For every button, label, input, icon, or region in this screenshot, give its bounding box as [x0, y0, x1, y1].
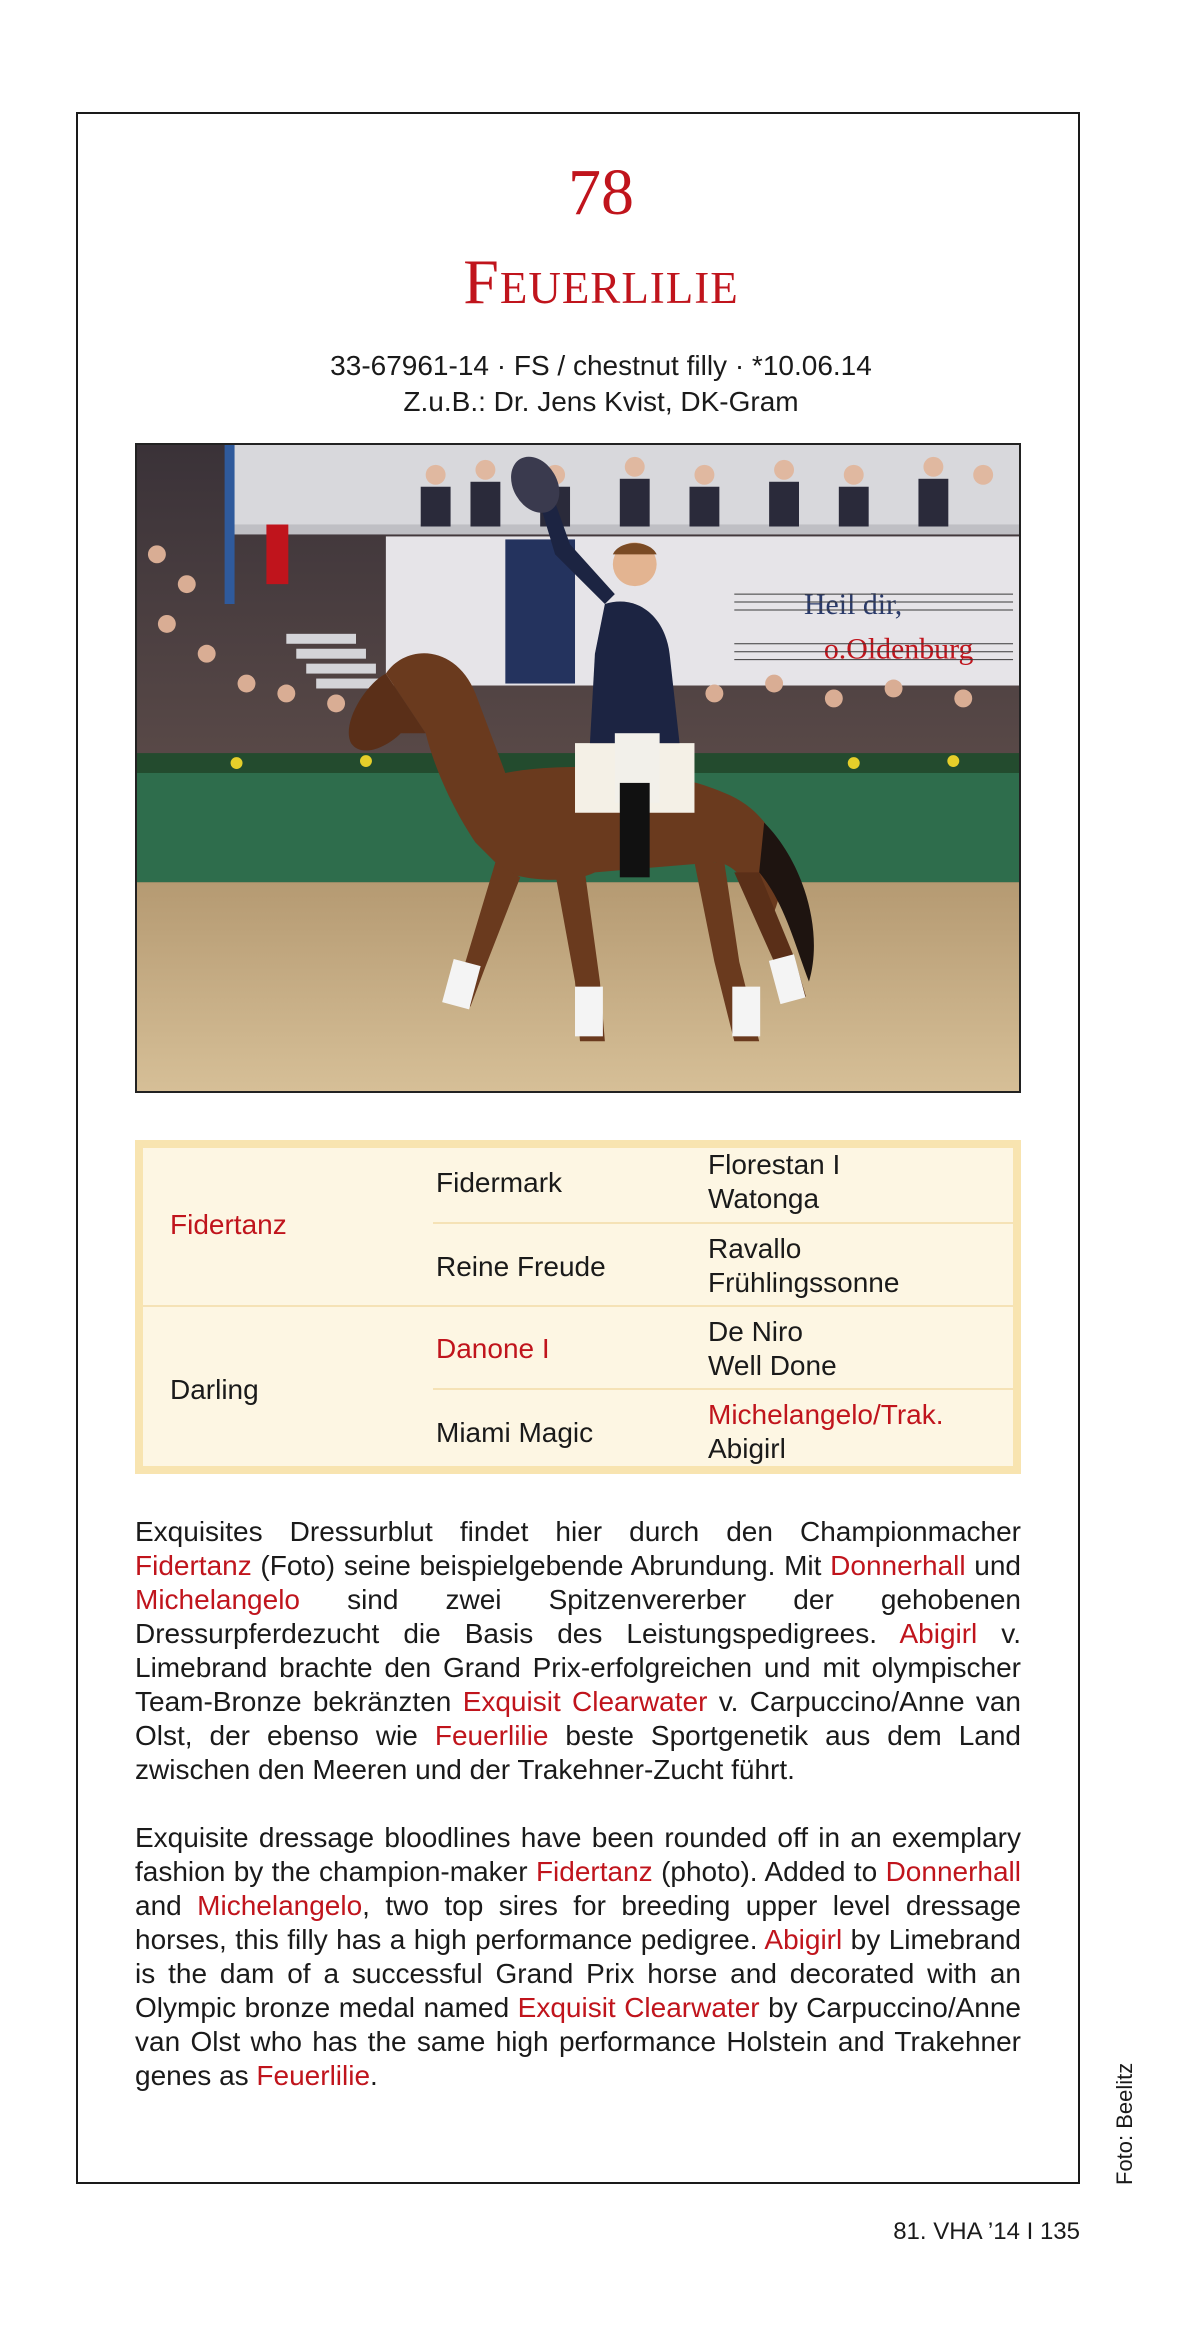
- text-segment: und: [965, 1550, 1022, 1581]
- highlight-donnerhall: Donnerhall: [885, 1856, 1021, 1887]
- pedigree-ggp: Watonga: [708, 1183, 820, 1214]
- pedigree-sire-sire: Fidermark: [436, 1167, 563, 1198]
- pedigree-dam: Darling: [170, 1374, 259, 1405]
- highlight-feuerlilie: Feuerlilie: [434, 1720, 549, 1751]
- horse-name: Feuerlilie: [463, 246, 739, 317]
- pedigree-table: [135, 1140, 1021, 1474]
- description-english: [135, 1821, 1021, 2093]
- highlight-fidertanz: Fidertanz: [135, 1550, 252, 1581]
- text-segment: Exquisites Dressurblut findet hier durch den Championmacher: [135, 1516, 1021, 1547]
- lot-number: 78: [568, 156, 634, 229]
- text-segment: v. Limebrand brachte den Grand Prix-erfolgreichen und mit olympischer Team-Bronze bekränzten: [135, 1618, 1021, 1717]
- pedigree-inner: [143, 1148, 1013, 1466]
- highlight-donnerhall: Donnerhall: [830, 1550, 966, 1581]
- pedigree-ggp: Well Done: [708, 1350, 837, 1381]
- text-segment: by Carpuccino/Anne van Olst who has the same high performance Holstein and Trakehner genes as: [135, 1992, 1021, 2091]
- pedigree-ggp: Ravallo: [708, 1233, 802, 1264]
- banner-text-2: o.Oldenburg: [823, 632, 974, 666]
- highlight-exquisit-clearwater: Exquisit Clearwater: [517, 1992, 760, 2023]
- highlight-fidertanz: Fidertanz: [535, 1856, 653, 1887]
- highlight-abigirl: Abigirl: [764, 1924, 843, 1955]
- horse-photo: [135, 443, 1021, 1093]
- pedigree-divider-main: [143, 1305, 1013, 1307]
- highlight-feuerlilie: Feuerlilie: [256, 2060, 371, 2091]
- highlight-abigirl: Abigirl: [899, 1618, 978, 1649]
- page-footer: 81. VHA ’14 I 135: [893, 2218, 1080, 2245]
- description-german: [135, 1515, 1021, 1787]
- text-segment: beste Sportgenetik aus dem Land zwischen den Meeren und der Trakehner-Zucht führt.: [135, 1720, 1021, 1785]
- pedigree-dam-dam: Miami Magic: [436, 1417, 594, 1448]
- text-segment: .: [370, 2060, 378, 2091]
- text-segment: , two top sires for breeding upper level dressage horses, this filly has a high performance pedigree.: [135, 1890, 1022, 1955]
- text-segment: and: [135, 1890, 198, 1921]
- pedigree-ggp: Abigirl: [708, 1433, 786, 1464]
- pedigree-dam-sire: Danone I: [436, 1333, 550, 1364]
- photo-credit: Foto: Beelitz: [1112, 2062, 1137, 2185]
- highlight-exquisit-clearwater: Exquisit Clearwater: [462, 1686, 708, 1717]
- text-segment: sind zwei Spitzenvererber der gehobenen Dressurpferdezucht die Basis des Leistungspedigrees.: [135, 1584, 1021, 1649]
- highlight-michelangelo: Michelangelo: [135, 1584, 300, 1615]
- text-segment: (photo). Added to: [652, 1856, 886, 1887]
- pedigree-divider: [433, 1388, 1013, 1390]
- pedigree-ggp: De Niro: [708, 1316, 803, 1347]
- pedigree-ggp: Florestan I: [708, 1149, 841, 1180]
- breeder-owner: Z.u.B.: Dr. Jens Kvist, DK-Gram: [403, 386, 799, 417]
- text-segment: v. Carpuccino/Anne van Olst, der ebenso wie: [135, 1686, 1022, 1751]
- text-segment: Exquisite dressage bloodlines have been rounded off in an exemplary fashion by the champion-maker: [135, 1822, 1021, 1887]
- banner-text-1: Heil dir,: [803, 587, 903, 621]
- pedigree-ggp: Frühlingssonne: [708, 1267, 900, 1298]
- pedigree-ggp: Michelangelo/Trak.: [708, 1399, 944, 1430]
- pedigree-divider: [433, 1222, 1013, 1224]
- dressage-rider-illustration: [137, 445, 1019, 1091]
- text-segment: (Foto) seine beispielgebende Abrundung. Mit: [251, 1550, 831, 1581]
- pedigree-sire: Fidertanz: [170, 1209, 287, 1240]
- text-segment: by Limebrand is the dam of a successful Grand Prix horse and decorated with an Olympic bronze medal named: [135, 1924, 1021, 2023]
- highlight-michelangelo: Michelangelo: [197, 1890, 363, 1921]
- pedigree-sire-dam: Reine Freude: [436, 1251, 606, 1282]
- horse-details: 33-67961-14 · FS / chestnut filly · *10.06.14: [330, 350, 872, 381]
